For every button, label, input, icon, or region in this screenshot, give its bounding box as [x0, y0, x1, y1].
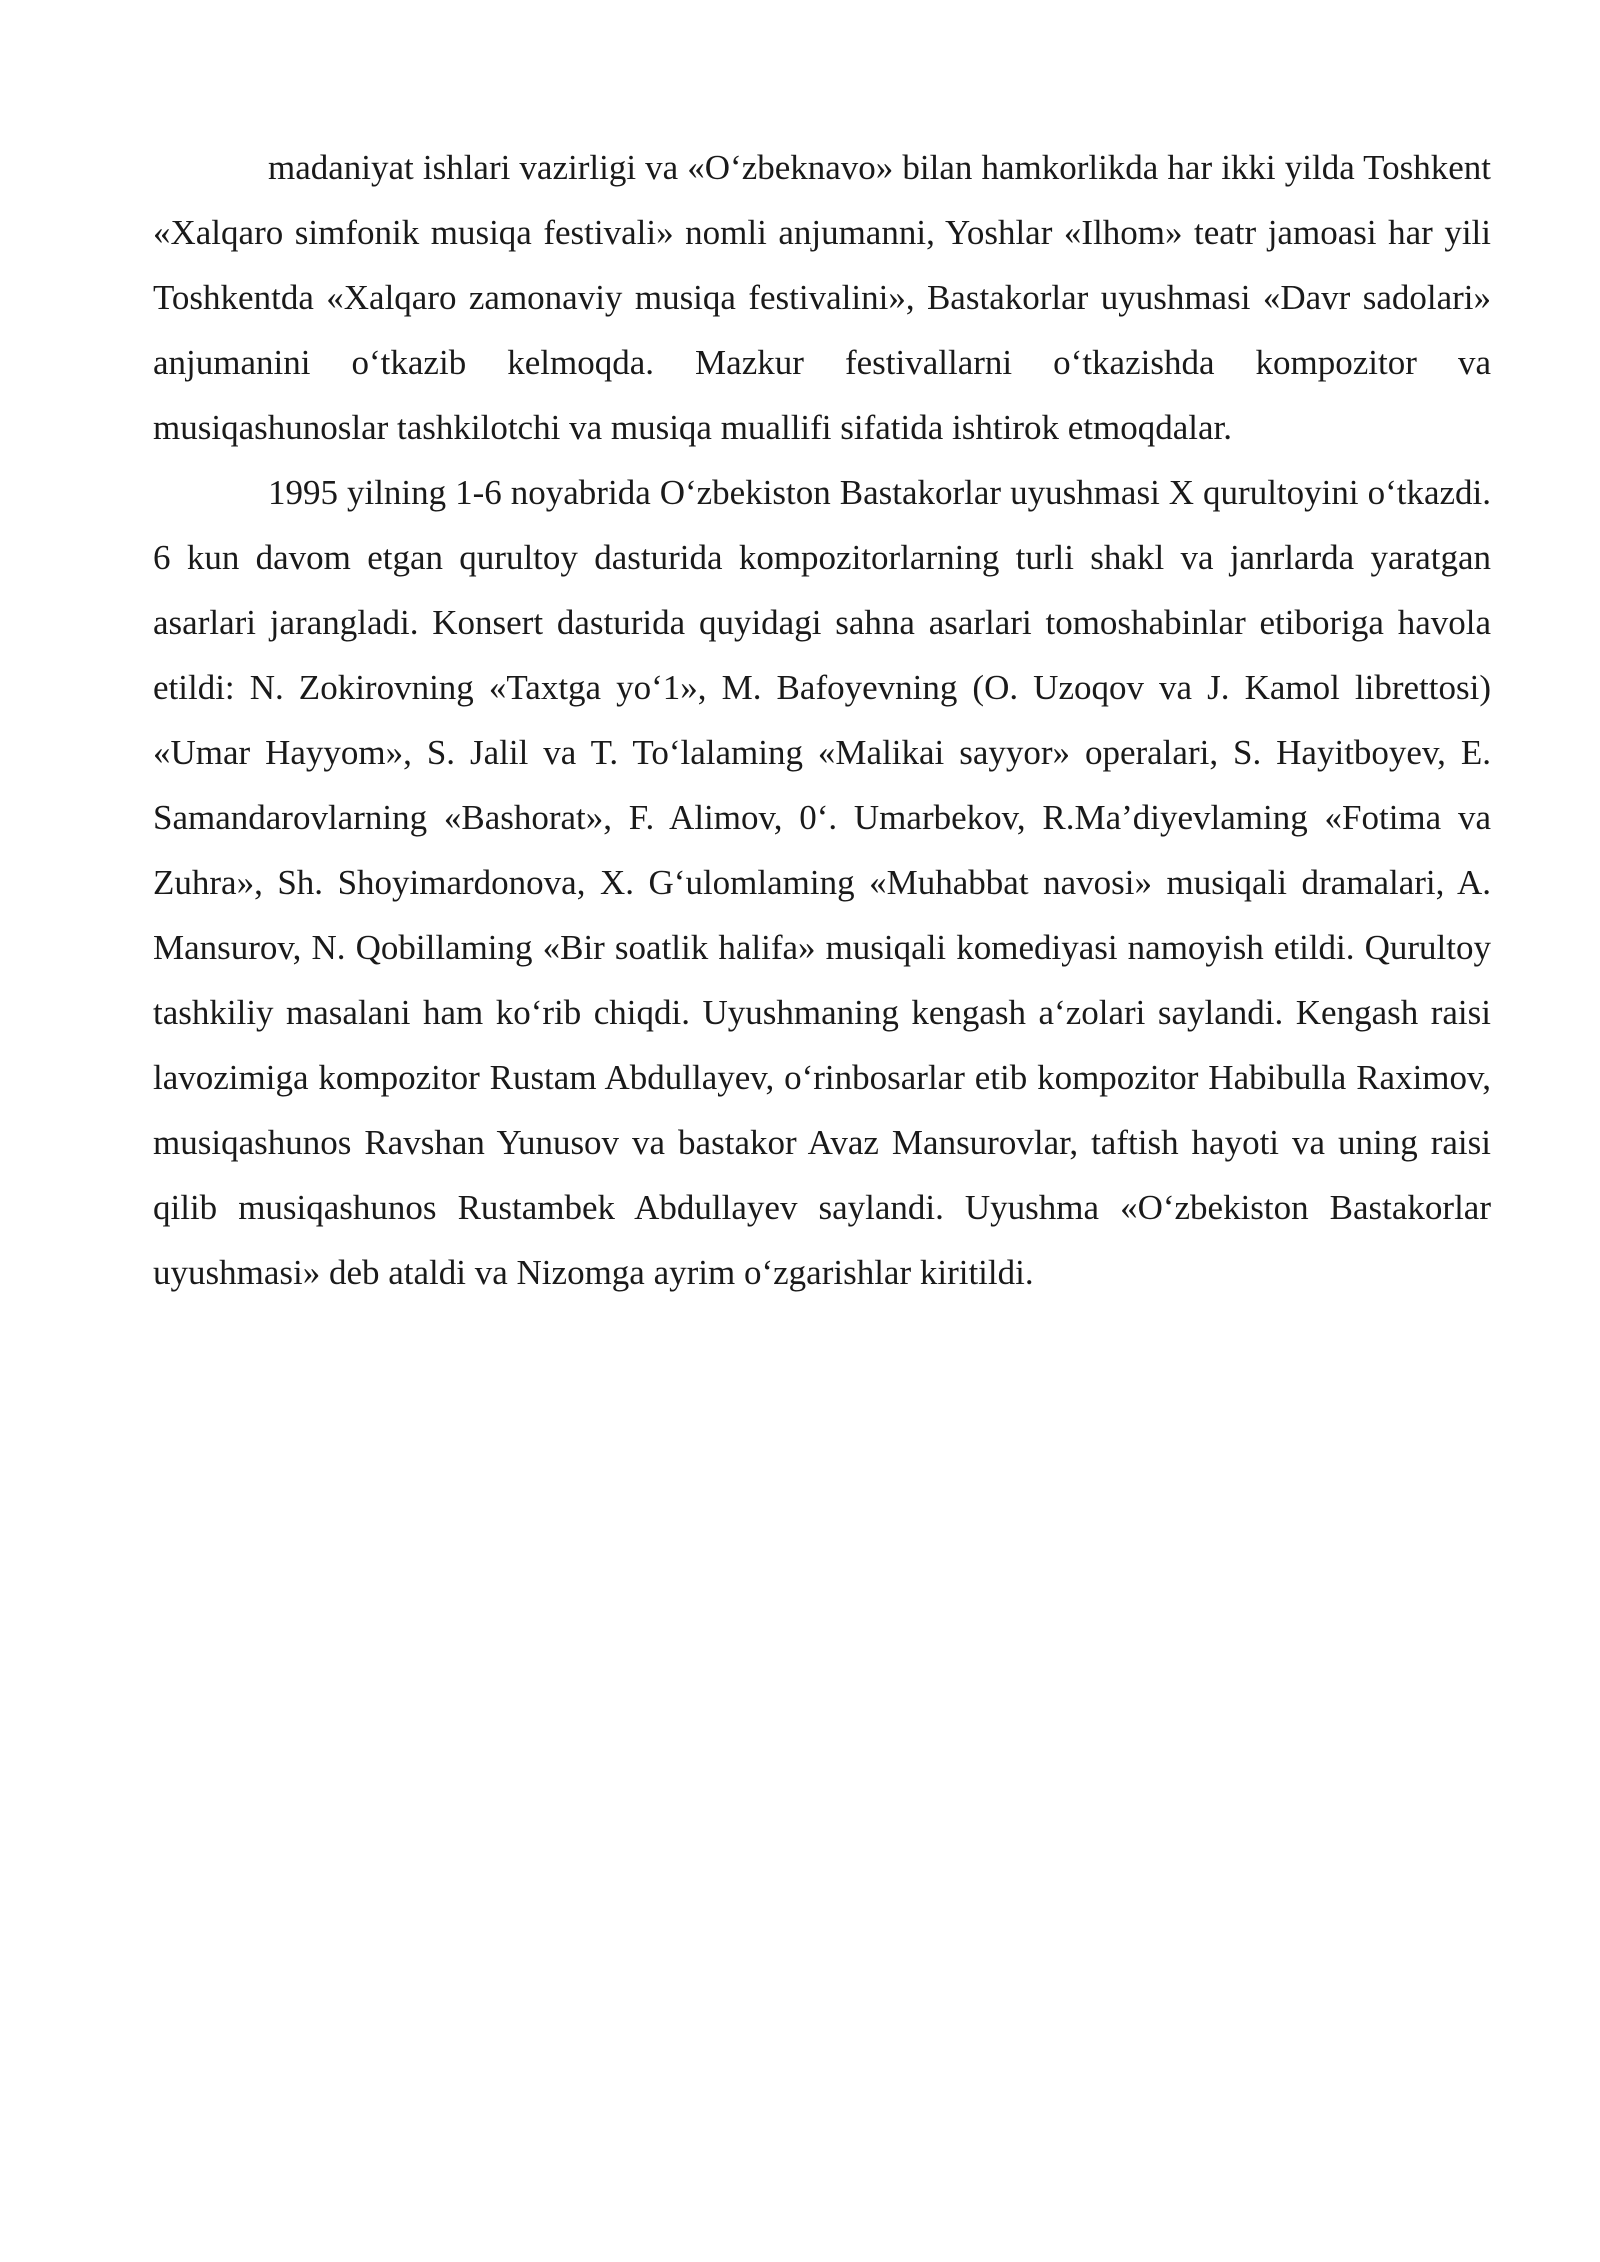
paragraph-festivals: madaniyat ishlari vazirligi va «O‘zbeknavo» bilan hamkorlikda har ikki yilda Toshkent «Xalqaro simfonik musiqa festivali» nomli anjumanni, Yoshlar «Ilhom» teatr jamoasi har yili Toshkentda «Xalqaro zamonaviy musiqa festivalini», Bastakorlar uyushmasi «Davr sadolari» anjumanini o‘tkazib kelmoqda. Mazkur festivallarni o‘tkazishda kompozitor va musiqashunoslar tashkilotchi va musiqa muallifi sifatida ishtirok etmoqdalar.	[153, 148, 1491, 447]
body-text	[153, 135, 1491, 1305]
paragraph-congress: 1995 yilning 1-6 noyabrida O‘zbekiston Bastakorlar uyushmasi X qurultoyini o‘tkazdi. 6 kun davom etgan qurultoy dasturida kompozitorlarning turli shakl va janrlarda yaratgan asarlari jarangladi. Konsert dasturida quyidagi sahna asarlari tomoshabinlar etiboriga havola etildi: N. Zokirovning «Taxtga yo‘1», M. Bafoyevning (O. Uzoqov va J. Kamol librettosi) «Umar Hayyom», S. Jalil va T. To‘lalaming «Malikai sayyor» operalari, S. Hayitboyev, E. Samandarovlarning «Bashorat», F. Alimov, 0‘. Umarbekov, R.Ma’diyevlaming «Fotima va Zuhra», Sh. Shoyimardonova, X. G‘ulomlaming «Muhabbat navosi» musiqali dramalari, A. Mansurov, N. Qobillaming «Bir soatlik halifa» musiqali komediyasi namoyish etildi. Qurultoy tashkiliy masalani ham ko‘rib chiqdi. Uyushmaning kengash a‘zolari saylandi. Kengash raisi lavozimiga kompozitor Rustam Abdullayev, o‘rinbosarlar etib kompozitor Habibulla Raximov, musiqashunos Ravshan Yunusov va bastakor Avaz Mansurovlar, taftish hayoti va uning raisi qilib musiqashunos Rustambek Abdullayev saylandi. Uyushma «O‘zbekiston Bastakorlar uyushmasi» deb ataldi va Nizomga ayrim o‘zgarishlar kiritildi.	[153, 473, 1491, 1292]
